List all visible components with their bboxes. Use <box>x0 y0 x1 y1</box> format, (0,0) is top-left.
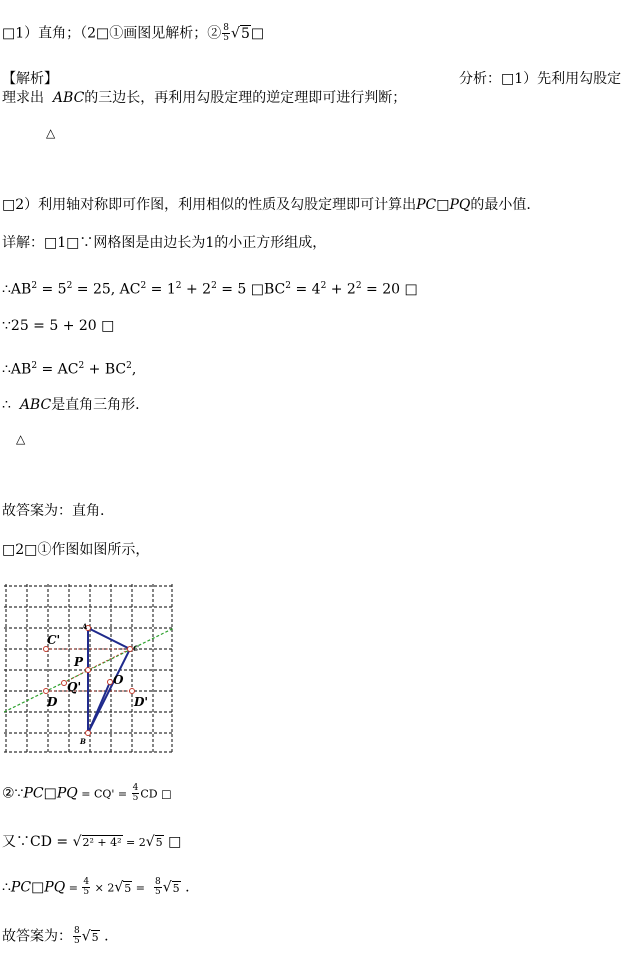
jiexi-heading: 【解析】 <box>2 71 58 87</box>
analysis-label: 分析：□1）先利用勾股定 <box>459 71 622 87</box>
pythagoras-line: $\therefore AB^2 = AC^2 + BC^2$, <box>2 361 137 378</box>
label-c-prime: C' <box>47 633 61 647</box>
cd-line: 又∵CD = √2² + 4² = 2√5 □ <box>2 834 182 850</box>
result-line: ∴PC□PQ = $\frac{4}{5}$ × 2√5 = $\frac{8}{5}$ √5 . <box>2 877 190 897</box>
sqrt-5: 5 <box>240 25 250 42</box>
grid-svg <box>4 584 174 756</box>
detail-line: 详解：□1□∵网格图是由边长为1的小正方形组成， <box>2 235 327 251</box>
minimum-line: ②∵PC□PQ = CQ' = $\frac{4}{5}$ CD □ <box>2 783 172 803</box>
analysis-line-1: 理求出 ABC的三边长，再利用勾股定理的逆定理即可进行判断； <box>2 90 407 106</box>
answer-text: □1）直角；（2□①画图见解析；② <box>2 25 222 42</box>
fraction-8-5: $\frac{8}{5}$ <box>223 23 230 43</box>
final-answer-line: 故答案为： $\frac{8}{5}$ √5 . <box>2 926 109 946</box>
point-q <box>108 680 113 685</box>
label-d: D <box>47 695 58 709</box>
point-c-prime <box>44 647 49 652</box>
squares-line: $\therefore AB^2 = 5^2 = 25$, $AC^2 = 1^2 + 2^2 = 5$ $□BC^2 = 4^2 + 2^2 = 20$ □ <box>2 281 418 298</box>
point-d-prime <box>130 689 135 694</box>
bq-segment <box>88 682 110 733</box>
analysis-line-2: □2）利用轴对称即可作图，利用相似的性质及勾股定理即可计算出PC□PQ的最小值. <box>2 197 531 213</box>
label-d-prime: D' <box>134 695 149 709</box>
answer-tail: □ <box>250 25 265 42</box>
abc-symbol: ABC <box>52 90 85 106</box>
label-b: B <box>80 737 86 746</box>
label-a: A <box>82 622 88 631</box>
fraction-4-5: $\frac{4}{5}$ <box>132 783 139 803</box>
grid-figure <box>4 584 174 760</box>
sqrt-sign: √ <box>231 25 240 42</box>
point-d <box>44 689 49 694</box>
label-o: O <box>113 673 124 687</box>
sum-line: ∵25 = 5 + 20 □ <box>2 318 115 334</box>
answer-line <box>2 24 264 43</box>
triangle-symbol-2: △ <box>16 432 26 446</box>
construction-line: □2□①作图如图所示， <box>2 542 150 558</box>
point-c <box>128 647 133 652</box>
point-p <box>86 668 91 673</box>
label-p: P <box>74 655 84 669</box>
point-b <box>86 731 91 736</box>
conclusion-line: ∴ ABC是直角三角形. <box>2 397 140 413</box>
point-q-prime <box>62 681 67 686</box>
label-q-prime: Q' <box>67 680 82 694</box>
answer-1-line: 故答案为：直角. <box>2 503 105 519</box>
label-c: C <box>133 644 139 653</box>
triangle-symbol: △ <box>46 126 56 140</box>
